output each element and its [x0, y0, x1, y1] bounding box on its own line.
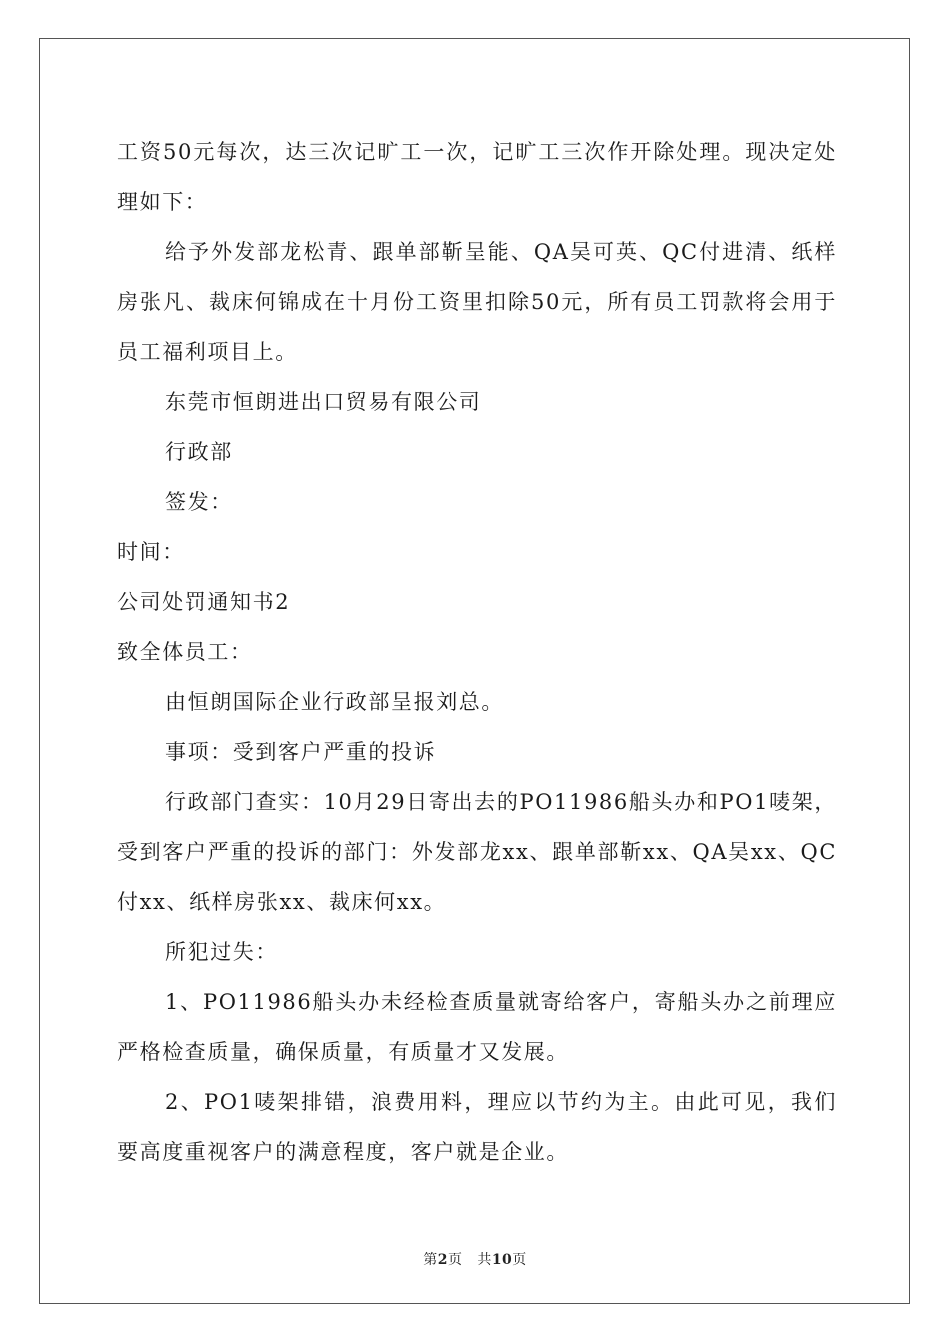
paragraph-report: 由恒朗国际企业行政部呈报刘总。	[165, 690, 504, 714]
page-footer	[0, 1249, 950, 1269]
paragraph-intro: 工资50元每次，达三次记旷工一次，记旷工三次作开除处理。现决定处理如下：	[117, 140, 837, 214]
page-suffix: 页	[447, 1252, 463, 1268]
page-total: 10	[491, 1252, 513, 1268]
total-suffix: 页	[512, 1252, 527, 1268]
notice-title: 公司处罚通知书2	[117, 590, 291, 614]
date-label: 时间：	[117, 540, 185, 564]
page-prefix: 第	[423, 1252, 438, 1268]
paragraph-findings: 行政部门查实：10月29日寄出去的PO11986船头办和PO1唛架，受到客户严重的投诉的部门：外发部龙xx、跟单部靳xx、QA吴xx、QC付xx、纸样房张xx、裁床何xx。	[117, 790, 837, 914]
page-current: 2	[437, 1252, 448, 1268]
paragraph-penalty: 给予外发部龙松青、跟单部靳呈能、QA吴可英、QC付进清、纸样房张凡、裁床何锦成在十月份工资里扣除50元，所有员工罚款将会用于员工福利项目上。	[117, 240, 837, 364]
signature-label: 签发：	[165, 490, 233, 514]
fault-item-1: 1、PO11986船头办未经检查质量就寄给客户，寄船头办之前理应严格检查质量，确保质量，有质量才又发展。	[117, 990, 837, 1064]
faults-heading: 所犯过失：	[165, 940, 278, 964]
fault-item-2: 2、PO1唛架排错，浪费用料，理应以节约为主。由此可见，我们要高度重视客户的满意程度，客户就是企业。	[117, 1090, 837, 1164]
company-name: 东莞市恒朗进出口贸易有限公司	[165, 390, 482, 414]
salutation: 致全体员工：	[117, 640, 253, 664]
document-body	[117, 127, 837, 1177]
paragraph-subject: 事项：受到客户严重的投诉	[165, 740, 437, 764]
department-name: 行政部	[165, 440, 233, 464]
total-prefix: 共	[477, 1252, 492, 1268]
